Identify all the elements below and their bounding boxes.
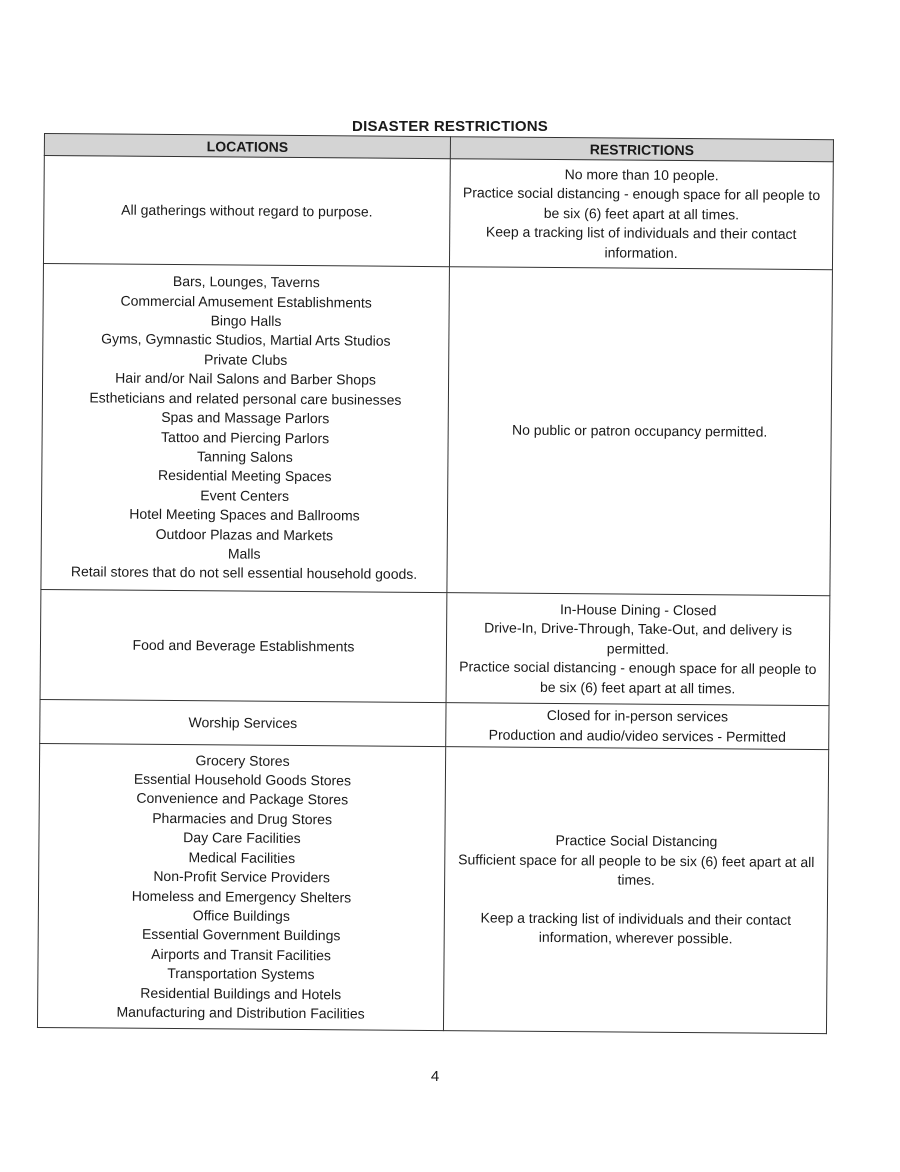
location-item: Tanning Salons — [197, 448, 293, 465]
document-title: DISASTER RESTRICTIONS — [352, 118, 548, 135]
restriction-item: Keep a tracking list of individuals and their contact information, wherever possible. — [480, 909, 792, 947]
location-item: Food and Beverage Establishments — [132, 636, 355, 655]
restriction-item: Keep a tracking list of individuals and their contact information. — [485, 223, 797, 261]
location-item: Transportation Systems — [167, 965, 315, 983]
location-item: Manufacturing and Distribution Facilities — [116, 1003, 365, 1022]
location-item: Medical Facilities — [188, 848, 296, 866]
restriction-item: Practice Social Distancing — [555, 832, 718, 850]
location-item: Gyms, Gymnastic Studios, Martial Arts Studios — [101, 330, 391, 350]
table-row — [43, 156, 833, 270]
table-row — [41, 263, 833, 595]
restriction-item: Practice social distancing - enough space for all people to be six (6) feet apart at all times. — [459, 658, 817, 697]
restrictions-cell — [446, 593, 830, 706]
location-item: Residential Buildings and Hotels — [140, 984, 342, 1002]
page-number: 4 — [430, 1068, 440, 1085]
restriction-item: Sufficient space for all people to be six (6) feet apart at all times. — [458, 851, 815, 889]
location-item: Tattoo and Piercing Parlors — [161, 428, 330, 446]
location-item: Homeless and Emergency Shelters — [131, 887, 352, 905]
locations-header: LOCATIONS — [44, 134, 450, 159]
table-row — [37, 743, 828, 1033]
location-item: Event Centers — [200, 486, 290, 504]
locations-cell — [40, 589, 447, 702]
restriction-item: No more than 10 people. — [564, 166, 719, 184]
location-item: Hair and/or Nail Salons and Barber Shops — [115, 369, 376, 388]
restriction-item: Practice social distancing - enough space for all people to be six (6) feet apart at all times. — [462, 184, 821, 223]
location-item: Private Clubs — [204, 351, 288, 368]
location-item: Day Care Facilities — [183, 829, 301, 847]
restriction-item: Drive-In, Drive-Through, Take-Out, and delivery is permitted. — [484, 619, 793, 657]
restrictions-header: RESTRICTIONS — [450, 137, 833, 162]
location-item: Malls — [227, 545, 261, 562]
restrictions-cell — [447, 267, 833, 596]
location-item: Airports and Transit Facilities — [151, 945, 331, 963]
restrictions-table-container — [37, 133, 834, 1034]
table-body — [37, 156, 833, 1034]
location-item: Spas and Massage Parlors — [161, 409, 330, 427]
restrictions-table — [37, 133, 834, 1034]
location-item: Grocery Stores — [195, 751, 290, 769]
table-row — [40, 699, 829, 749]
locations-cell — [40, 699, 446, 746]
restrictions-cell — [443, 747, 828, 1034]
location-item: Bingo Halls — [210, 312, 282, 329]
location-item: Office Buildings — [192, 907, 290, 924]
location-item: Outdoor Plazas and Markets — [155, 525, 334, 543]
location-item: Worship Services — [188, 713, 298, 731]
location-item: Non-Profit Service Providers — [153, 867, 331, 886]
restriction-item: Closed for in-person services — [546, 707, 729, 725]
location-item: Essential Government Buildings — [141, 926, 341, 944]
location-item: Retail stores that do not sell essential household goods. — [70, 563, 418, 583]
table-row — [40, 589, 830, 705]
restrictions-cell — [449, 159, 833, 270]
location-item: Residential Meeting Spaces — [157, 467, 332, 485]
locations-cell — [37, 743, 445, 1030]
locations-cell — [41, 263, 450, 592]
location-item: Pharmacies and Drug Stores — [152, 809, 333, 828]
location-item: Convenience and Package Stores — [136, 790, 349, 808]
location-item: Commercial Amusement Establishments — [120, 292, 372, 311]
restriction-item: In-House Dining - Closed — [560, 601, 717, 619]
restriction-item: Production and audio/video services - Permitted — [488, 726, 786, 745]
location-item: Estheticians and related personal care businesses — [89, 389, 402, 408]
location-item: Essential Household Goods Stores — [133, 770, 352, 789]
locations-cell — [43, 156, 450, 267]
restrictions-cell — [446, 703, 829, 750]
location-item: Bars, Lounges, Taverns — [172, 273, 320, 291]
restriction-item: No public or patron occupancy permitted. — [511, 421, 768, 440]
location-item: Hotel Meeting Spaces and Ballrooms — [129, 505, 360, 524]
location-item: All gatherings without regard to purpose. — [121, 201, 373, 220]
